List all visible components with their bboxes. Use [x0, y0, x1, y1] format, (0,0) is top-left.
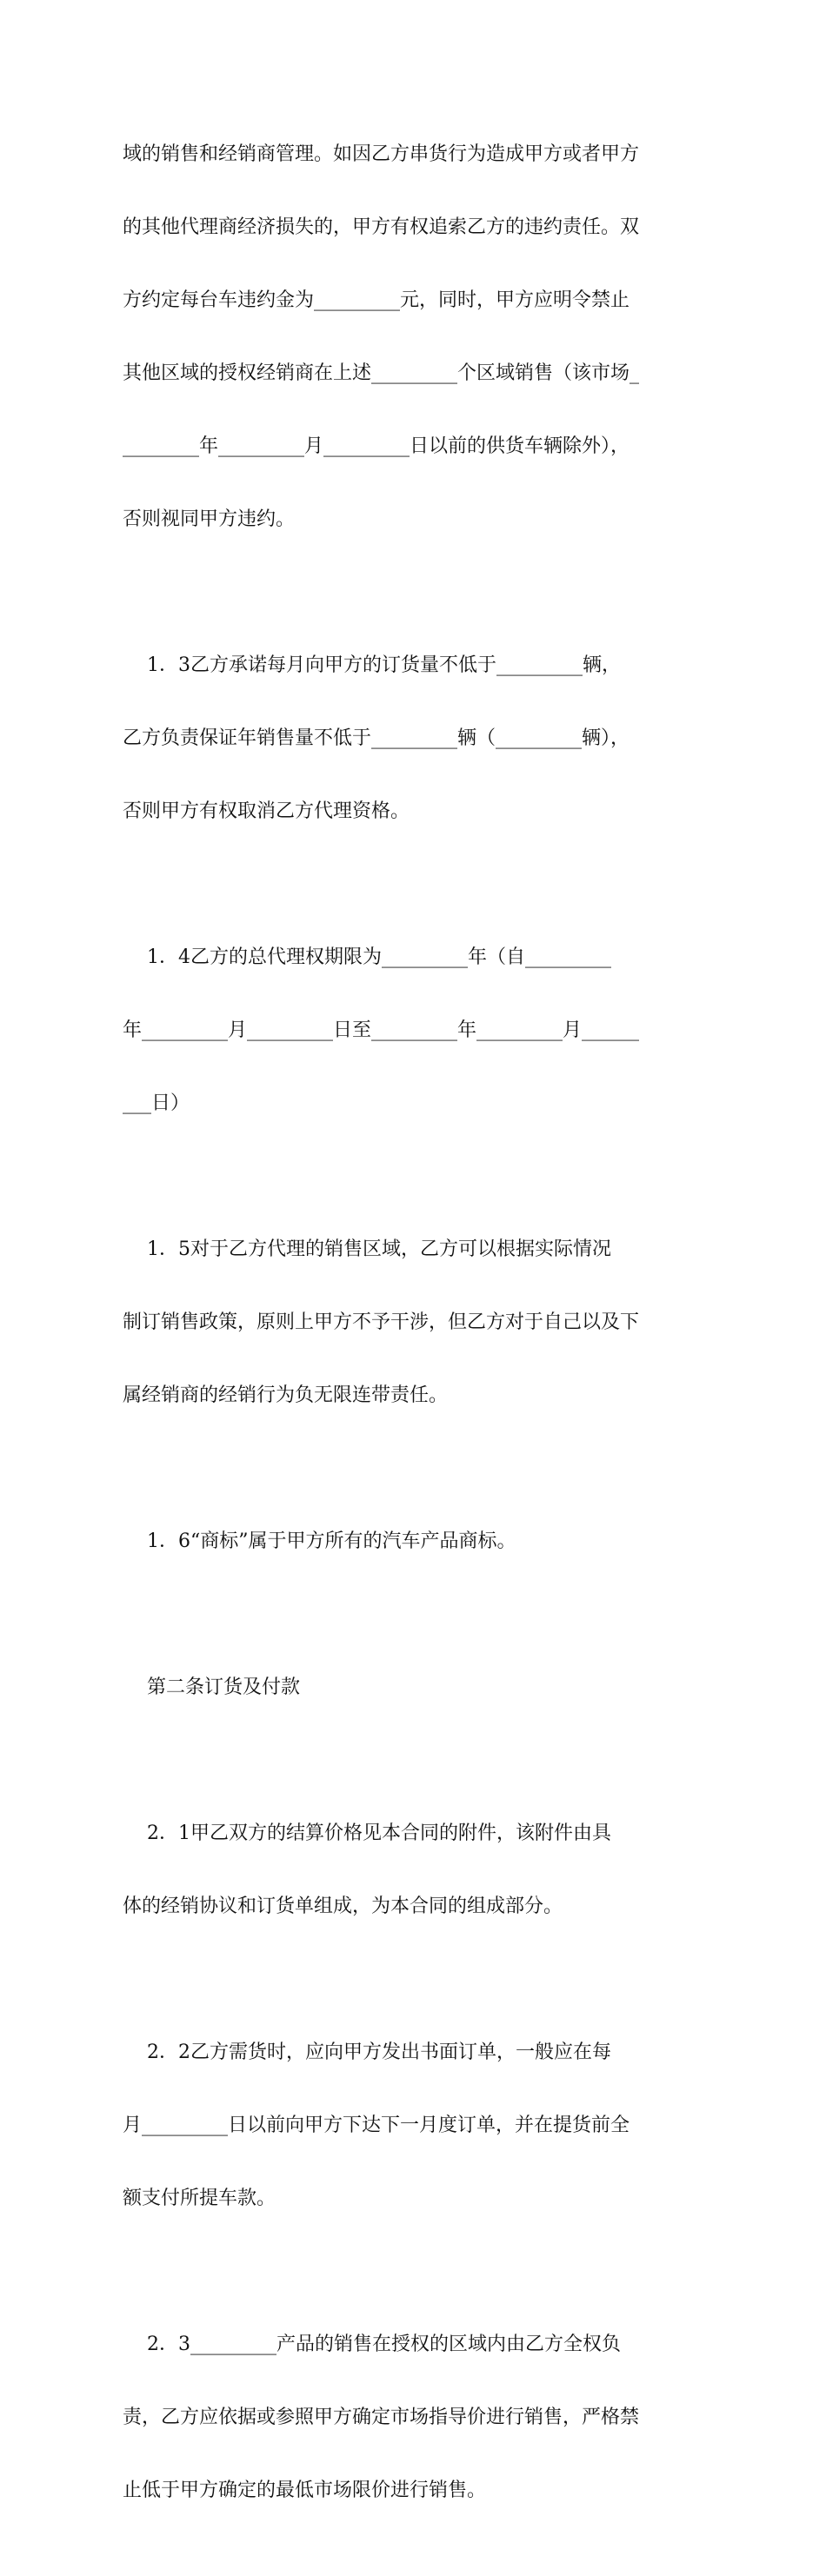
text-line: ___日）: [123, 1092, 190, 1114]
paragraph-1-5: [123, 1189, 707, 1457]
text-line: 年_________月_________日至_________年_________月______: [123, 1019, 640, 1041]
text-line: 2．1甲乙双方的结算价格见本合同的附件，该附件由具: [123, 1822, 611, 1844]
text-line: 否则甲方有权取消乙方代理资格。: [123, 800, 410, 822]
text-line: 制订销售政策，原则上甲方不予干涉，但乙方对于自己以及下: [123, 1311, 640, 1333]
text-line: 1．6“商标”属于甲方所有的汽车产品商标。: [123, 1530, 516, 1552]
document-body: [123, 94, 707, 2576]
text-line: 否则视同甲方违约。: [123, 508, 296, 530]
text-line: 2．2乙方需货时，应向甲方发出书面订单，一般应在每: [123, 2042, 611, 2063]
text-line: 1．3乙方承诺每月向甲方的订货量不低于_________辆，: [123, 654, 621, 676]
text-line: 2．3_________产品的销售在授权的区域内由乙方全权负: [123, 2334, 621, 2355]
text-line: 1．5对于乙方代理的销售区域，乙方可以根据实际情况: [123, 1238, 611, 1260]
paragraph-1-4: [123, 897, 707, 1165]
text-line: 止低于甲方确定的最低市场限价进行销售。: [123, 2480, 487, 2501]
paragraph-intro: [123, 94, 707, 581]
article-2-heading: [123, 1627, 707, 1749]
text-line: 第二条订货及付款: [123, 1676, 300, 1698]
text-line: ________年_________月_________日以前的供货车辆除外），: [123, 435, 630, 457]
text-line: 的其他代理商经济损失的，甲方有权追索乙方的违约责任。双: [123, 216, 640, 238]
paragraph-2-3: [123, 2284, 707, 2552]
paragraph-1-6: [123, 1481, 707, 1603]
text-line: 属经销商的经销行为负无限连带责任。: [123, 1384, 449, 1406]
text-line: 月_________日以前向甲方下达下一月度订单，并在提货前全: [123, 2115, 630, 2136]
text-line: 1．4乙方的总代理权期限为_________年（自_________: [123, 946, 611, 968]
text-line: 其他区域的授权经销商在上述_________个区域销售（该市场_: [123, 362, 640, 384]
text-line: 体的经销协议和订货单组成，为本合同的组成部分。: [123, 1895, 563, 1917]
paragraph-1-3: [123, 605, 707, 873]
text-line: 乙方负责保证年销售量不低于_________辆（_________辆），: [123, 727, 630, 749]
text-line: 责，乙方应依据或参照甲方确定市场指导价进行销售，严格禁: [123, 2407, 640, 2428]
text-line: 域的销售和经销商管理。如因乙方串货行为造成甲方或者甲方: [123, 143, 640, 165]
text-line: 额支付所提车款。: [123, 2188, 276, 2209]
paragraph-2-2: [123, 1992, 707, 2260]
paragraph-2-1: [123, 1773, 707, 1968]
text-line: 方约定每台车违约金为_________元，同时，甲方应明令禁止: [123, 289, 630, 311]
